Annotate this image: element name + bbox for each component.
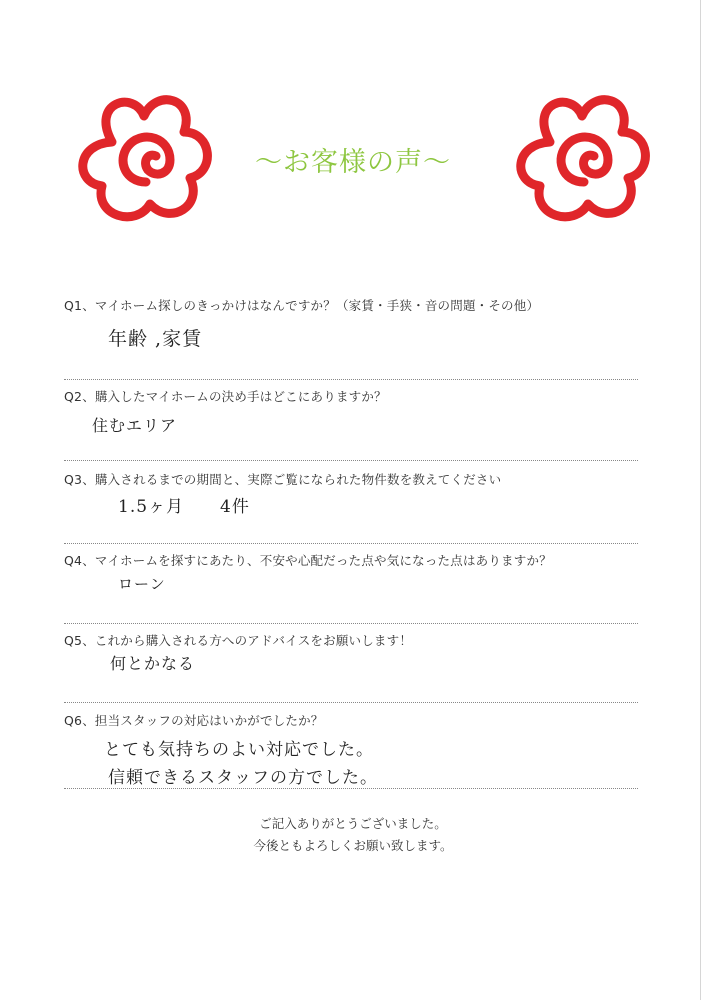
question-text: Q4、マイホームを探すにあたり、不安や心配だった点や気になった点はありますか？: [64, 553, 552, 568]
answer-line: [64, 543, 638, 544]
handwritten-answer: 住むエリア: [92, 416, 178, 435]
flower-icon: [510, 82, 660, 232]
answer-line: [64, 460, 638, 461]
closing-message: [200, 813, 506, 857]
answer-line: [64, 702, 638, 703]
question-block-2: [64, 387, 638, 435]
answer-line: [64, 788, 638, 789]
page-edge-line: [700, 0, 701, 1000]
handwritten-answer: 年齢 ,家賃: [108, 328, 203, 350]
handwritten-answer: 信頼できるスタッフの方でした。: [108, 768, 378, 788]
question-block-6: [64, 711, 638, 788]
closing-line: ご記入ありがとうございました。: [259, 816, 447, 831]
question-text: Q2、購入したマイホームの決め手はどこにありますか？: [64, 389, 387, 404]
answer-line: [64, 379, 638, 380]
question-text: Q3、購入されるまでの期間と、実際ご覧になられた物件数を教えてください: [64, 472, 502, 487]
handwritten-answer: 何とかなる: [110, 654, 196, 673]
handwritten-answer: 1.5ヶ月 4件: [118, 497, 250, 517]
question-block-4: [64, 551, 638, 593]
question-text: Q6、担当スタッフの対応はいかがでしたか？: [64, 713, 324, 728]
page-title: 〜お客様の声〜: [255, 147, 451, 178]
closing-line: 今後ともよろしくお願い致します。: [253, 838, 453, 853]
question-block-3: [64, 470, 638, 517]
question-text: Q1、マイホーム探しのきっかけはなんですか？（家賃・手狭・音の問題・その他）: [64, 298, 540, 313]
question-block-1: [64, 296, 638, 350]
question-block-5: [64, 631, 638, 673]
handwritten-answer: とても気持ちのよい対応でした。: [104, 740, 374, 760]
answer-line: [64, 623, 638, 624]
question-text: Q5、これから購入される方へのアドバイスをお願いします！: [64, 633, 413, 648]
handwritten-answer: ローン: [118, 575, 166, 593]
